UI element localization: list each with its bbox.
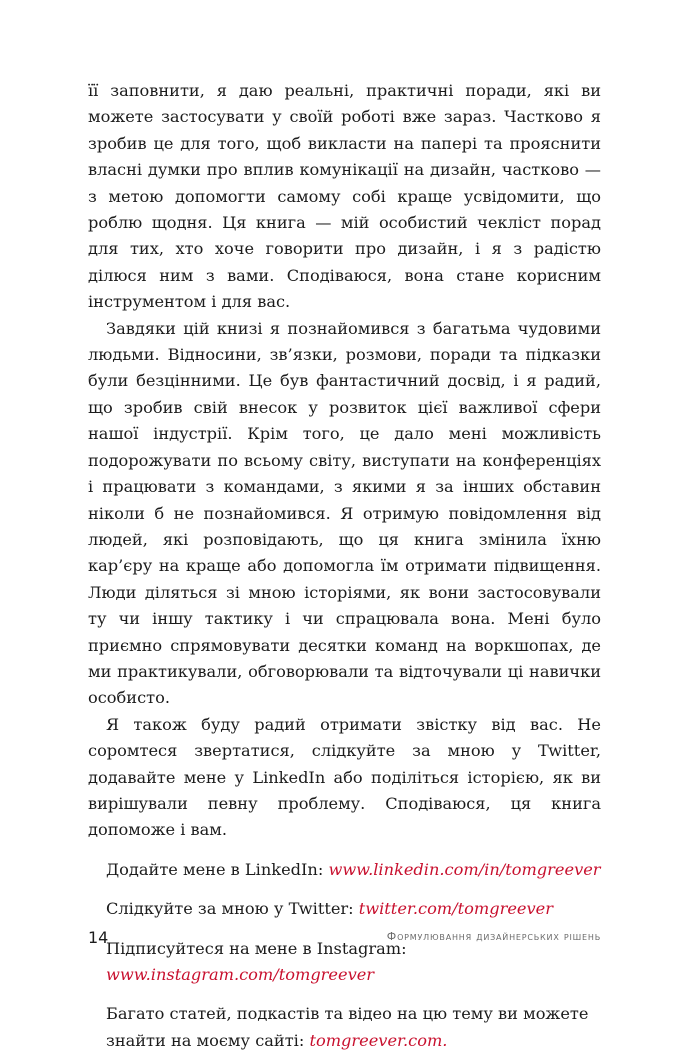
website-line: [88, 1001, 601, 1054]
page-footer: [88, 928, 601, 950]
linkedin-link[interactable]: www.linkedin.com/in/tomgreever: [328, 859, 601, 879]
paragraph-contact-invitation: Я також буду радий отримати звістку від вас. Не соромтеся звертатися, слідкуйте за мною у Twitter, додавайте мене у LinkedIn або поділіться історією, як ви вирішували певну проблему. Сподіваюся, ця книга допоможе і вам.: [88, 714, 601, 840]
twitter-label: Слідкуйте за мною у Twitter:: [106, 899, 359, 919]
paragraph-intro-continuation: її заповнити, я даю реальні, практичні поради, які ви можете застосувати у своїй роботі вже зараз. Частково я зробив це для того, щоб викласти на папері та прояснити власні думки про вплив комунікації на дизайн, частково — з метою допомогти самому собі краще усвідомити, що роблю щодня. Ця книга — мій особистий чекліст порад для тих, хто хоче говорити про дизайн, і я з радістю ділюся ним з вами. Сподіваюся, вона стане корисним інструментом і для вас.: [88, 81, 601, 312]
website-label: Багато статей, подкастів та відео на цю тему ви можете знайти на моєму сайті:: [106, 1004, 589, 1050]
website-link[interactable]: tomgreever.com.: [309, 1030, 448, 1050]
instagram-label: Підписуйтеся на мене в Instagram:: [106, 938, 407, 958]
page-number: 14: [88, 928, 109, 947]
linkedin-label: Додайте мене в LinkedIn:: [106, 859, 329, 879]
paragraph-acquaintances: Завдяки цій книзі я познайомився з багатьма чудовими людьми. Відносини, зв’язки, розмови, поради та підказки були безцінними. Це був фантастичний досвід, і я радий, що зробив свій внесок у розвиток цієї важливої сфери нашої індустрії. Крім того, це дало мені можливість подорожувати по всьому світу, виступати на конференціях і працювати з командами, з якими я за інших обставин ніколи б не познайомився. Я отримую повідомлення від людей, які розповідають, що ця книга змінила їхню кар’єру на краще або допомогла їм отримати підвищення. Люди діляться зі мною історіями, як вони застосовували ту чи іншу тактику і чи спрацювала вона. Мені було приємно спрямовувати десятки команд на воркшопах, де ми практикували, обговорювали та відточували ці навички особисто.: [88, 318, 601, 708]
running-title: Формулювання дизайнерських рішень: [386, 930, 601, 943]
twitter-link[interactable]: twitter.com/tomgreever: [358, 899, 553, 919]
instagram-link[interactable]: www.instagram.com/tomgreever: [106, 965, 375, 984]
twitter-line: [88, 896, 601, 922]
body-text: [88, 78, 601, 1054]
linkedin-line: [88, 857, 601, 883]
